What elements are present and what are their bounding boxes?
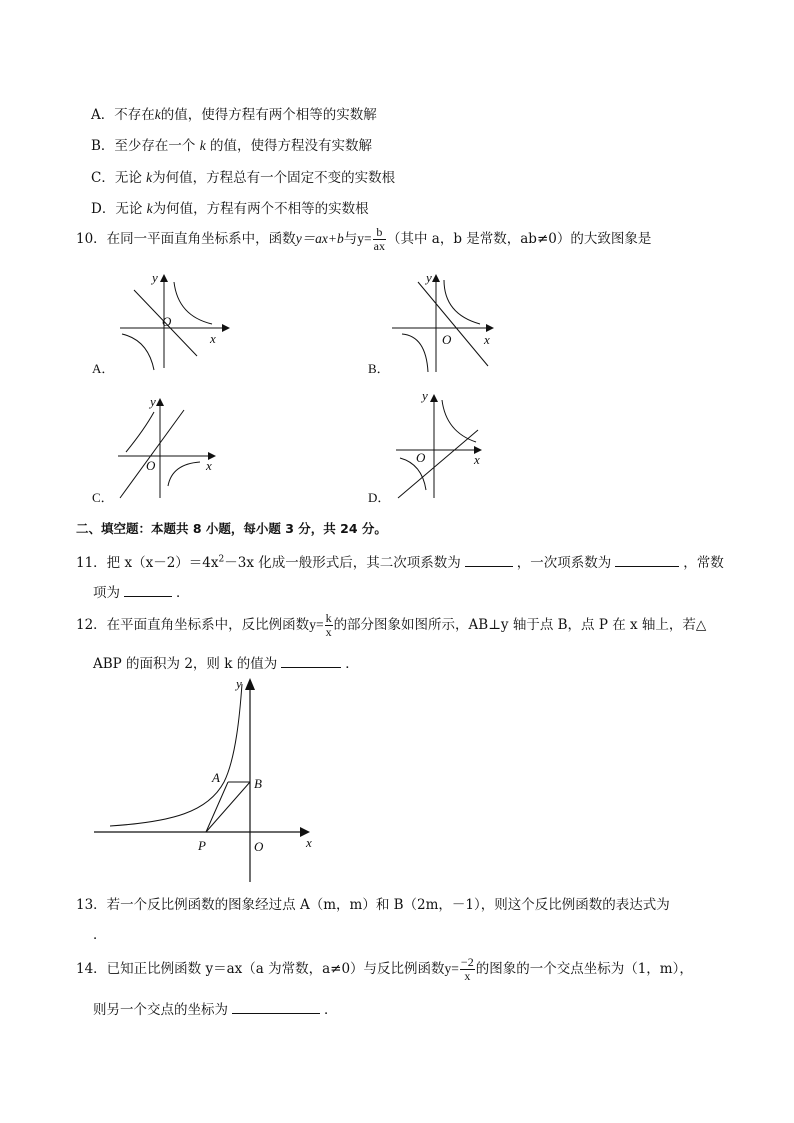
question-12-figure <box>92 672 324 886</box>
option-text: A．不存在 <box>91 107 155 123</box>
question-11-line2 <box>93 581 190 601</box>
var-k: k <box>146 201 153 216</box>
axis-label-y: y <box>152 270 158 285</box>
origin-label: O <box>146 458 156 473</box>
point-label-b: B <box>254 776 262 791</box>
fraction-numerator: b <box>373 226 386 240</box>
option-text: C．无论 <box>91 170 142 186</box>
fraction <box>325 612 333 639</box>
fraction <box>460 956 475 983</box>
function-expression: y＝ax+b <box>295 231 344 246</box>
origin-label: O <box>416 450 426 465</box>
fraction-lhs: y= <box>444 961 459 976</box>
option-label-a: A． <box>92 361 115 376</box>
fraction-numerator: −2 <box>460 955 474 969</box>
graph-option-a <box>112 268 232 373</box>
superscript: 2 <box>218 554 225 565</box>
question-12-line2 <box>93 652 359 672</box>
option-d-q9 <box>91 197 369 217</box>
answer-blank[interactable] <box>232 1012 320 1014</box>
hyperbola-curve <box>110 684 242 826</box>
question-14-line2 <box>93 998 338 1018</box>
fraction <box>373 226 386 253</box>
option-text: 的值，使得方程没有实数解 <box>210 138 373 154</box>
axis-label-y: y <box>150 394 156 409</box>
hyperbola-branch <box>122 334 154 370</box>
segment-pa <box>206 782 228 832</box>
graph-option-c <box>112 390 232 502</box>
option-text: 为何值，方程总有一个固定不变的实数根 <box>152 170 396 186</box>
arrow-icon <box>430 394 438 402</box>
axis-label-x: x <box>206 458 212 473</box>
answer-blank[interactable] <box>465 565 513 567</box>
option-text: B．至少存在一个 <box>91 138 196 154</box>
question-text: 11．把 x（x－2）＝4x <box>76 555 219 571</box>
question-text: ． <box>324 1002 338 1018</box>
question-text: 14．已知正比例函数 y＝ax（a 为常数，a≠0）与反比例函数 <box>76 961 445 977</box>
option-text: 的值，使得方程有两个相等的实数解 <box>160 107 377 123</box>
question-text: 10．在同一平面直角坐标系中，函数 <box>76 231 296 247</box>
question-text: ，一次项系数为 <box>516 555 612 571</box>
answer-blank[interactable] <box>615 565 679 567</box>
axis-label-y: y <box>426 270 432 285</box>
question-text: （其中 a，b 是常数，ab≠0）的大致图象是 <box>386 231 652 247</box>
question-text: 的图象的一个交点坐标为（1，m）， <box>475 961 693 977</box>
question-13-line1: 13．若一个反比例函数的图象经过点 A（m，m）和 B（2m，－1），则这个反比例函数的表达式为 <box>76 897 670 913</box>
question-14-line1 <box>76 956 693 983</box>
origin-label: O <box>254 839 264 854</box>
question-10 <box>76 226 651 253</box>
question-12-line1 <box>76 612 706 639</box>
axis-label-y: y <box>422 388 428 403</box>
question-text: ． <box>345 656 359 672</box>
var-k: k <box>146 170 153 185</box>
fraction-denominator: x <box>464 969 471 983</box>
arrow-icon <box>160 274 168 282</box>
option-text: D．无论 <box>91 201 143 217</box>
fraction-denominator: ax <box>373 239 385 253</box>
arrow-icon <box>222 324 230 332</box>
hyperbola-branch <box>174 282 212 324</box>
question-text: ABP 的面积为 2，则 k 的值为 <box>93 656 278 672</box>
question-text: 项为 <box>93 585 120 601</box>
axis-label-x: x <box>306 835 312 850</box>
var-k: k <box>199 138 206 153</box>
line-graph <box>120 410 184 498</box>
arrow-icon <box>245 678 255 690</box>
fraction-lhs: y= <box>309 617 324 632</box>
question-text: ． <box>176 585 190 601</box>
fraction-numerator: k <box>325 611 332 625</box>
fraction-lhs: y= <box>357 231 372 246</box>
origin-label: O <box>442 332 452 347</box>
option-a-q9 <box>91 103 377 123</box>
axis-label-x: x <box>210 331 216 346</box>
axis-label-x: x <box>474 452 480 467</box>
question-text: 12．在平面直角坐标系中，反比例函数 <box>76 617 310 633</box>
option-c-q9 <box>91 166 395 186</box>
line-graph <box>398 430 478 498</box>
arrow-icon <box>156 398 164 406</box>
line-graph <box>418 282 488 366</box>
hyperbola-branch <box>168 462 200 486</box>
question-text: 与 <box>343 231 358 247</box>
option-label-d: D． <box>368 490 391 505</box>
axis-label-x: x <box>484 332 490 347</box>
origin-label: O <box>162 314 172 329</box>
option-label-c: C． <box>92 490 114 505</box>
question-text: 的部分图象如图所示，AB⊥y 轴于点 B，点 P 在 x 轴上，若△ <box>333 617 707 633</box>
axis-label-y: y <box>236 676 242 691</box>
question-text: －3x 化成一般形式后，其二次项系数为 <box>224 555 461 571</box>
hyperbola-branch <box>444 280 480 324</box>
hyperbola-branch <box>402 334 428 372</box>
hyperbola-branch <box>126 412 154 452</box>
var-k: k <box>154 107 161 122</box>
question-11-line1 <box>76 551 724 571</box>
answer-blank[interactable] <box>281 666 341 668</box>
point-label-p: P <box>198 838 206 853</box>
answer-blank[interactable] <box>124 595 172 597</box>
question-text: ，常数 <box>683 555 724 571</box>
point-label-a: A <box>212 770 220 785</box>
arrow-icon <box>486 324 494 332</box>
question-text: 则另一个交点的坐标为 <box>93 1002 228 1018</box>
arrow-icon <box>432 274 440 282</box>
segment-pb <box>206 782 250 832</box>
option-label-b: B． <box>368 361 390 376</box>
question-13-line2: ． <box>93 927 107 943</box>
graph-option-b <box>388 268 508 378</box>
graph-option-d <box>388 386 508 504</box>
fraction-denominator: x <box>325 625 332 639</box>
option-b-q9 <box>91 134 372 154</box>
option-text: 为何值，方程有两个不相等的实数根 <box>152 201 369 217</box>
section-heading: 二、填空题：本题共 8 小题，每小题 3 分，共 24 分。 <box>76 521 387 536</box>
